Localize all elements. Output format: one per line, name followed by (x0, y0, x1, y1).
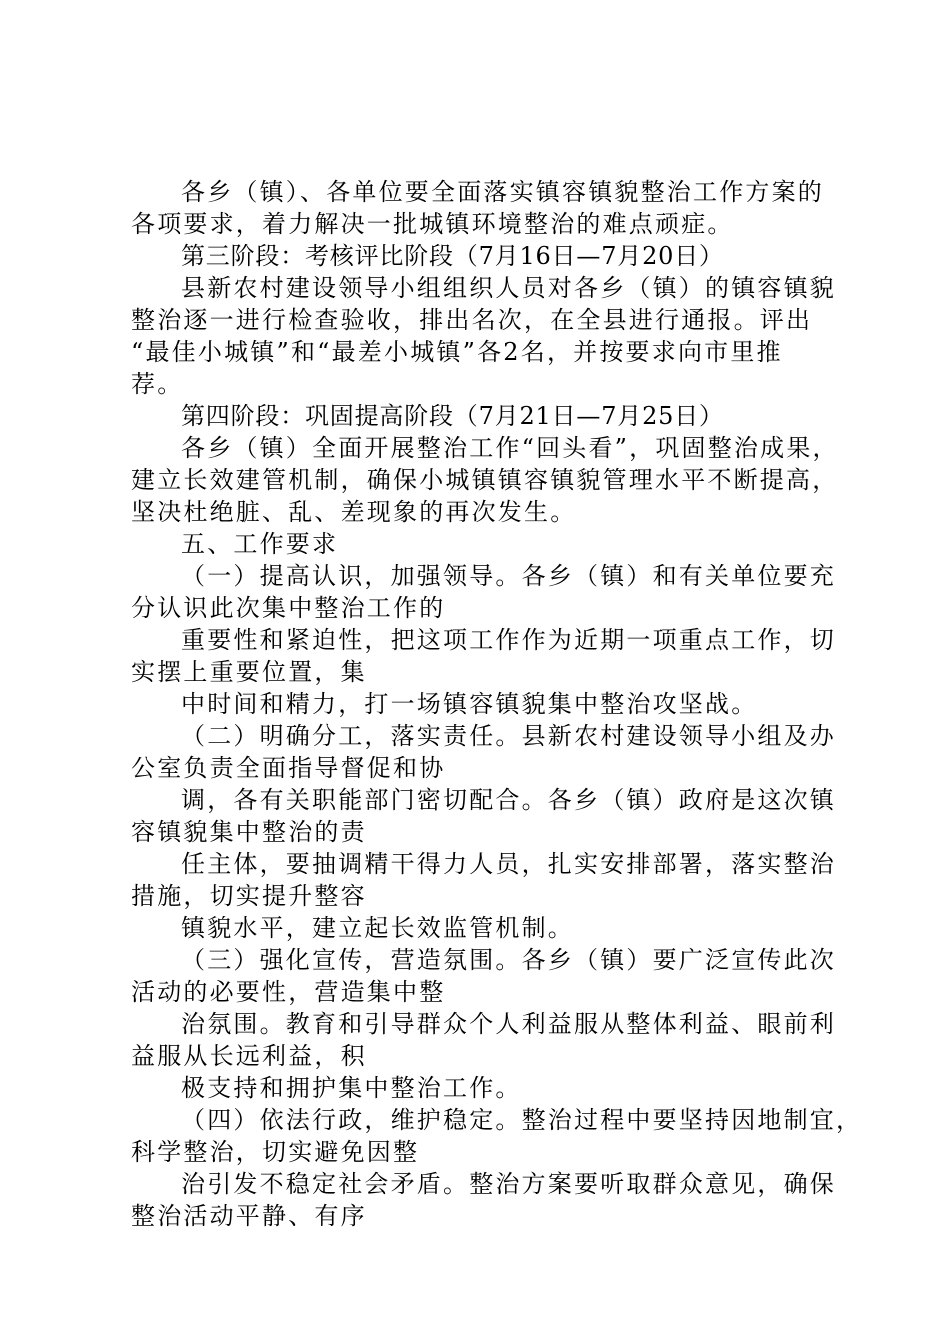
text-line: 任主体，要抽调精干得力人员，扎实安排部署，落实整治 (181, 850, 836, 878)
text-line: 各乡（镇）全面开展整治工作“回头看”，巩固整治成果， (181, 434, 839, 462)
text-line: 整治逐一进行检查验收，排出名次，在全县进行通报。评出 (131, 306, 813, 334)
text-line: 镇貌水平，建立起长效监管机制。 (181, 914, 574, 942)
text-line: 荐。 (131, 370, 184, 398)
text-line: （一）提高认识，加强领导。各乡（镇）和有关单位要充 (181, 562, 836, 590)
text-line: 各乡（镇）、各单位要全面落实镇容镇貌整治工作方案的 (181, 178, 824, 206)
text-line: （四）依法行政，维护稳定。整治过程中要坚持因地制宜， (181, 1106, 863, 1134)
text-line: 中时间和精力，打一场镇容镇貌集中整治攻坚战。 (181, 690, 758, 718)
text-line: 分认识此次集中整治工作的 (131, 594, 446, 622)
text-line: 公室负责全面指导督促和协 (131, 754, 446, 782)
text-line: 整治活动平静、有序 (131, 1202, 367, 1230)
text-line: （二）明确分工，落实责任。县新农村建设领导小组及办 (181, 722, 836, 750)
text-line: 科学整治，切实避免因整 (131, 1138, 420, 1166)
text-line: （三）强化宣传，营造氛围。各乡（镇）要广泛宣传此次 (181, 946, 836, 974)
text-line: “最佳小城镇”和“最差小城镇”各2名，并按要求向市里推 (131, 338, 783, 366)
text-line: 活动的必要性，营造集中整 (131, 978, 446, 1006)
text-line: 县新农村建设领导小组组织人员对各乡（镇）的镇容镇貌 (181, 274, 836, 302)
text-line: 调，各有关职能部门密切配合。各乡（镇）政府是这次镇 (181, 786, 836, 814)
stage-four-heading: 第四阶段：巩固提高阶段（7月21日—7月25日） (181, 402, 724, 430)
text-line: 措施，切实提升整容 (131, 882, 367, 910)
text-line: 容镇貌集中整治的责 (131, 818, 367, 846)
text-line: 各项要求，着力解决一批城镇环境整治的难点顽症。 (131, 210, 734, 238)
text-line: 极支持和拥护集中整治工作。 (181, 1074, 522, 1102)
text-line: 实摆上重要位置，集 (131, 658, 367, 686)
text-line: 建立长效建管机制，确保小城镇镇容镇貌管理水平不断提高， (131, 466, 839, 494)
document-body (131, 176, 863, 1232)
text-line: 治引发不稳定社会矛盾。整治方案要听取群众意见，确保 (181, 1170, 836, 1198)
text-line: 坚决杜绝脏、乱、差现象的再次发生。 (131, 498, 577, 526)
text-line: 重要性和紧迫性，把这项工作作为近期一项重点工作，切 (181, 626, 836, 654)
text-line: 治氛围。教育和引导群众个人利益服从整体利益、眼前利 (181, 1010, 836, 1038)
stage-three-heading: 第三阶段：考核评比阶段（7月16日—7月20日） (181, 242, 724, 270)
section-five-heading: 五、工作要求 (181, 530, 339, 558)
text-line: 益服从长远利益，积 (131, 1042, 367, 1070)
